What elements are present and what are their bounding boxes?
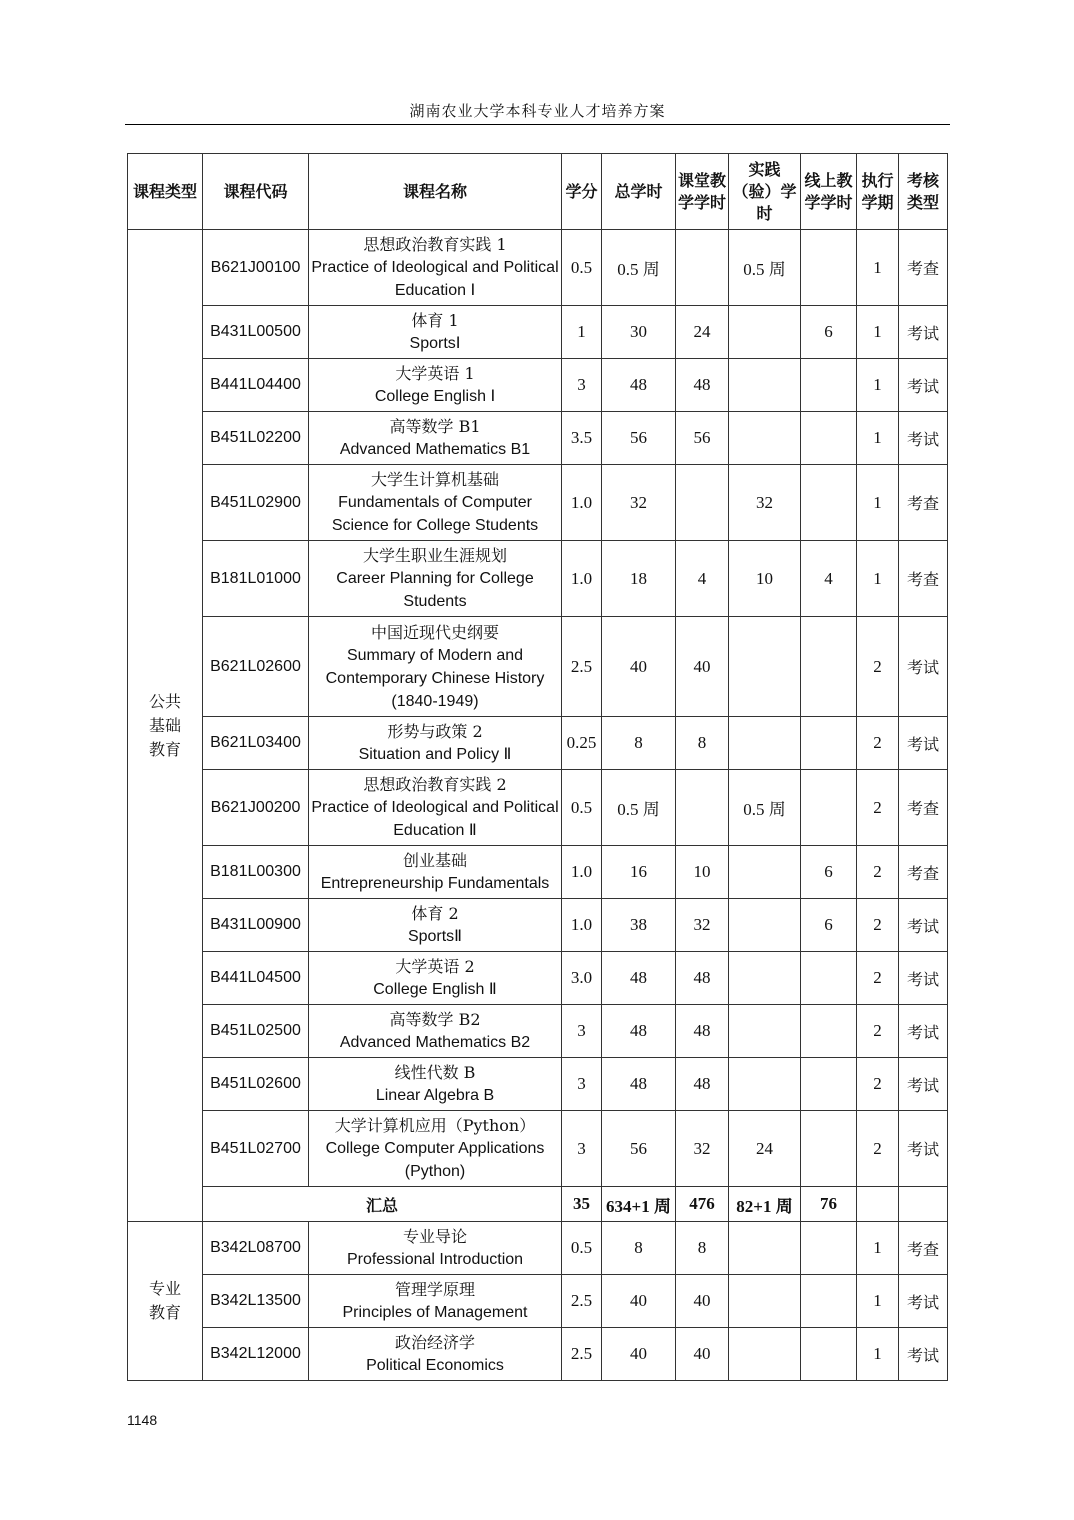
course-code-cell: B451L02200 (203, 412, 309, 465)
table-row (128, 717, 948, 770)
practice-hours-cell (729, 412, 801, 465)
table-body (128, 230, 948, 1381)
header-cell-class-hours: 课堂教学学时 (676, 154, 729, 230)
credit-cell: 1.0 (562, 899, 602, 952)
course-name-cell (309, 952, 562, 1005)
practice-hours-cell: 0.5 周 (729, 770, 801, 846)
course-name-cn: 大学英语 2 (395, 957, 475, 976)
practice-hours-cell (729, 1058, 801, 1111)
credit-cell: 0.5 (562, 1222, 602, 1275)
course-type-label: 公共基础教育 (148, 691, 181, 759)
class-hours-cell: 10 (676, 846, 729, 899)
course-code-cell: B451L02500 (203, 1005, 309, 1058)
course-name-cn: 线性代数 B (394, 1063, 476, 1082)
summary-class-hours-cell: 476 (676, 1187, 729, 1222)
course-name-cell (309, 1222, 562, 1275)
course-name-cn: 形势与政策 2 (387, 722, 483, 741)
online-hours-cell (801, 465, 857, 541)
course-code-cell: B181L01000 (203, 541, 309, 617)
course-name-cn: 思想政治教育实践 1 (363, 235, 507, 254)
term-cell: 2 (857, 1058, 899, 1111)
table-row (128, 1328, 948, 1381)
table-row (128, 899, 948, 952)
total-hours-cell: 56 (602, 1111, 676, 1187)
total-hours-cell: 8 (602, 717, 676, 770)
practice-hours-cell: 24 (729, 1111, 801, 1187)
header-cell-course-name: 课程名称 (309, 154, 562, 230)
course-name-en: Entrepreneurship Fundamentals (320, 875, 550, 892)
total-hours-cell: 30 (602, 306, 676, 359)
total-hours-cell: 48 (602, 1058, 676, 1111)
assessment-cell: 考查 (899, 1222, 948, 1275)
course-name-cn: 体育 2 (411, 904, 459, 923)
assessment-cell: 考查 (899, 230, 948, 306)
table-row (128, 306, 948, 359)
term-cell: 1 (857, 412, 899, 465)
practice-hours-cell (729, 1005, 801, 1058)
total-hours-cell: 16 (602, 846, 676, 899)
practice-hours-cell: 10 (729, 541, 801, 617)
course-name-cn: 政治经济学 (394, 1333, 475, 1352)
term-cell: 2 (857, 1005, 899, 1058)
header-cell-practice-hours: 实践（验）学时 (729, 154, 801, 230)
summary-online-hours-cell: 76 (801, 1187, 857, 1222)
course-name-en: Advanced Mathematics B2 (339, 1034, 531, 1051)
course-code-cell: B451L02700 (203, 1111, 309, 1187)
course-name-cn: 大学生计算机基础 (370, 470, 499, 489)
course-name-en: Career Planning for College Students (336, 570, 534, 610)
online-hours-cell: 6 (801, 306, 857, 359)
table-row (128, 617, 948, 717)
course-name-en: SportsⅡ (407, 928, 463, 945)
practice-hours-cell (729, 1328, 801, 1381)
course-name-cell (309, 359, 562, 412)
online-hours-cell (801, 1328, 857, 1381)
term-cell: 1 (857, 1328, 899, 1381)
table-row (128, 412, 948, 465)
assessment-cell: 考试 (899, 1328, 948, 1381)
curriculum-table (127, 153, 948, 1381)
course-code-cell: B441L04400 (203, 359, 309, 412)
practice-hours-cell (729, 952, 801, 1005)
table-row (128, 465, 948, 541)
course-code-cell: B431L00500 (203, 306, 309, 359)
course-name-cn: 高等数学 B1 (389, 417, 481, 436)
class-hours-cell: 40 (676, 1275, 729, 1328)
page-number: 1148 (127, 1412, 158, 1428)
class-hours-cell: 8 (676, 1222, 729, 1275)
online-hours-cell (801, 717, 857, 770)
course-code-cell: B451L02600 (203, 1058, 309, 1111)
header-cell-credit: 学分 (562, 154, 602, 230)
course-name-cn: 大学英语 1 (395, 364, 475, 383)
course-name-cell (309, 465, 562, 541)
online-hours-cell (801, 412, 857, 465)
online-hours-cell: 6 (801, 899, 857, 952)
credit-cell: 1.0 (562, 465, 602, 541)
term-cell: 1 (857, 306, 899, 359)
online-hours-cell (801, 952, 857, 1005)
course-name-en: SportsⅠ (409, 335, 461, 352)
online-hours-cell: 6 (801, 846, 857, 899)
page-header-title: 湖南农业大学本科专业人才培养方案 (409, 102, 666, 120)
table-row (128, 952, 948, 1005)
summary-row (128, 1187, 948, 1222)
course-name-cn: 中国近现代史纲要 (370, 622, 499, 642)
course-code-cell: B621J00100 (203, 230, 309, 306)
course-name-en: Practice of Ideological and Political Education Ⅱ (311, 799, 559, 839)
course-name-cell (309, 717, 562, 770)
course-name-en: Fundamentals of Computer Science for College Students (331, 494, 539, 534)
credit-cell: 3 (562, 359, 602, 412)
course-name-en: College Computer Applications (Python) (325, 1140, 545, 1180)
course-name-cell (309, 617, 562, 717)
term-cell: 1 (857, 359, 899, 412)
table-row (128, 770, 948, 846)
table-row (128, 541, 948, 617)
term-cell: 2 (857, 770, 899, 846)
online-hours-cell (801, 617, 857, 717)
course-name-en: College English Ⅰ (374, 388, 496, 405)
class-hours-cell: 32 (676, 1111, 729, 1187)
class-hours-cell (676, 465, 729, 541)
assessment-cell: 考试 (899, 1275, 948, 1328)
header-cell-total-hours: 总学时 (602, 154, 676, 230)
class-hours-cell (676, 770, 729, 846)
course-code-cell: B451L02900 (203, 465, 309, 541)
course-name-cn: 大学生职业生涯规划 (362, 546, 507, 565)
course-code-cell: B342L08700 (203, 1222, 309, 1275)
course-code-cell: B441L04500 (203, 952, 309, 1005)
practice-hours-cell (729, 1222, 801, 1275)
class-hours-cell: 48 (676, 1058, 729, 1111)
course-name-cell (309, 899, 562, 952)
credit-cell: 1.0 (562, 846, 602, 899)
assessment-cell: 考试 (899, 359, 948, 412)
course-name-cell (309, 230, 562, 306)
credit-cell: 2.5 (562, 1328, 602, 1381)
term-cell: 2 (857, 952, 899, 1005)
course-name-en: Professional Introduction (346, 1251, 524, 1268)
summary-term-cell (857, 1187, 899, 1222)
assessment-cell: 考查 (899, 541, 948, 617)
course-code-cell: B342L13500 (203, 1275, 309, 1328)
class-hours-cell: 4 (676, 541, 729, 617)
course-type-label: 专业教育 (148, 1279, 181, 1322)
header-cell-assessment: 考核类型 (899, 154, 948, 230)
total-hours-cell: 48 (602, 1005, 676, 1058)
header-cell-course-code: 课程代码 (203, 154, 309, 230)
credit-cell: 3.5 (562, 412, 602, 465)
online-hours-cell (801, 1111, 857, 1187)
practice-hours-cell (729, 717, 801, 770)
practice-hours-cell (729, 617, 801, 717)
assessment-cell: 考试 (899, 899, 948, 952)
assessment-cell: 考查 (899, 770, 948, 846)
class-hours-cell: 48 (676, 952, 729, 1005)
assessment-cell: 考试 (899, 1111, 948, 1187)
header-divider (125, 124, 950, 125)
credit-cell: 0.25 (562, 717, 602, 770)
course-name-cn: 管理学原理 (394, 1280, 475, 1299)
table-row (128, 1111, 948, 1187)
summary-assessment-cell (899, 1187, 948, 1222)
course-name-cell (309, 846, 562, 899)
credit-cell: 3 (562, 1058, 602, 1111)
class-hours-cell: 48 (676, 1005, 729, 1058)
course-code-cell: B342L12000 (203, 1328, 309, 1381)
table-header-row (128, 154, 948, 230)
course-code-cell: B621L02600 (203, 617, 309, 717)
total-hours-cell: 18 (602, 541, 676, 617)
total-hours-cell: 40 (602, 617, 676, 717)
assessment-cell: 考试 (899, 306, 948, 359)
credit-cell: 3 (562, 1005, 602, 1058)
online-hours-cell (801, 1275, 857, 1328)
table-row (128, 846, 948, 899)
practice-hours-cell: 0.5 周 (729, 230, 801, 306)
online-hours-cell (801, 770, 857, 846)
term-cell: 2 (857, 717, 899, 770)
class-hours-cell: 56 (676, 412, 729, 465)
course-name-en: Linear Algebra B (375, 1087, 495, 1104)
course-name-cell (309, 1275, 562, 1328)
header-cell-term: 执行学期 (857, 154, 899, 230)
course-code-cell: B181L00300 (203, 846, 309, 899)
course-name-cell (309, 1328, 562, 1381)
term-cell: 1 (857, 1275, 899, 1328)
summary-label-cell: 汇总 (203, 1187, 562, 1222)
total-hours-cell: 40 (602, 1328, 676, 1381)
credit-cell: 1 (562, 306, 602, 359)
practice-hours-cell (729, 846, 801, 899)
course-name-cn: 大学计算机应用（Python） (334, 1116, 536, 1135)
total-hours-cell: 48 (602, 952, 676, 1005)
class-hours-cell: 40 (676, 617, 729, 717)
course-name-en: Advanced Mathematics B1 (339, 441, 531, 458)
practice-hours-cell (729, 1275, 801, 1328)
total-hours-cell: 8 (602, 1222, 676, 1275)
term-cell: 1 (857, 465, 899, 541)
course-name-cell (309, 1058, 562, 1111)
course-name-cell (309, 1111, 562, 1187)
credit-cell: 0.5 (562, 230, 602, 306)
class-hours-cell: 8 (676, 717, 729, 770)
term-cell: 1 (857, 541, 899, 617)
practice-hours-cell (729, 359, 801, 412)
term-cell: 1 (857, 230, 899, 306)
class-hours-cell: 24 (676, 306, 729, 359)
credit-cell: 2.5 (562, 617, 602, 717)
course-name-cn: 专业导论 (402, 1227, 467, 1246)
course-name-en: Political Economics (366, 1357, 504, 1374)
term-cell: 1 (857, 1222, 899, 1275)
course-code-cell: B621J00200 (203, 770, 309, 846)
class-hours-cell: 32 (676, 899, 729, 952)
summary-total-hours-cell: 634+1 周 (602, 1187, 676, 1222)
total-hours-cell: 40 (602, 1275, 676, 1328)
table-row (128, 230, 948, 306)
credit-cell: 0.5 (562, 770, 602, 846)
credit-cell: 3 (562, 1111, 602, 1187)
table-row (128, 1222, 948, 1275)
total-hours-cell: 32 (602, 465, 676, 541)
course-name-cell (309, 412, 562, 465)
total-hours-cell: 56 (602, 412, 676, 465)
course-name-en: Principles of Management (342, 1304, 528, 1321)
practice-hours-cell: 32 (729, 465, 801, 541)
online-hours-cell (801, 359, 857, 412)
course-name-cn: 创业基础 (402, 851, 467, 870)
assessment-cell: 考试 (899, 717, 948, 770)
course-name-cell (309, 1005, 562, 1058)
credit-cell: 2.5 (562, 1275, 602, 1328)
online-hours-cell (801, 1222, 857, 1275)
assessment-cell: 考试 (899, 412, 948, 465)
total-hours-cell: 0.5 周 (602, 230, 676, 306)
class-hours-cell: 40 (676, 1328, 729, 1381)
online-hours-cell: 4 (801, 541, 857, 617)
practice-hours-cell (729, 306, 801, 359)
table-row (128, 359, 948, 412)
summary-credit-cell: 35 (562, 1187, 602, 1222)
online-hours-cell (801, 1005, 857, 1058)
course-name-cn: 高等数学 B2 (389, 1010, 481, 1029)
course-name-cn: 体育 1 (411, 311, 459, 330)
course-type-cell (128, 230, 203, 1222)
table-row (128, 1005, 948, 1058)
table-row (128, 1275, 948, 1328)
course-name-en: Practice of Ideological and Political Education Ⅰ (311, 259, 559, 299)
header-cell-course-type: 课程类型 (128, 154, 203, 230)
term-cell: 2 (857, 899, 899, 952)
course-name-cn: 思想政治教育实践 2 (363, 775, 507, 794)
credit-cell: 3.0 (562, 952, 602, 1005)
assessment-cell: 考试 (899, 952, 948, 1005)
table-row (128, 1058, 948, 1111)
total-hours-cell: 48 (602, 359, 676, 412)
assessment-cell: 考试 (899, 617, 948, 717)
practice-hours-cell (729, 899, 801, 952)
credit-cell: 1.0 (562, 541, 602, 617)
class-hours-cell (676, 230, 729, 306)
assessment-cell: 考试 (899, 1005, 948, 1058)
term-cell: 2 (857, 1111, 899, 1187)
assessment-cell: 考试 (899, 1058, 948, 1111)
header-cell-online-hours: 线上教学学时 (801, 154, 857, 230)
course-code-cell: B431L00900 (203, 899, 309, 952)
assessment-cell: 考查 (899, 846, 948, 899)
online-hours-cell (801, 230, 857, 306)
course-name-en: College English Ⅱ (373, 981, 497, 998)
summary-practice-hours-cell: 82+1 周 (729, 1187, 801, 1222)
term-cell: 2 (857, 846, 899, 899)
total-hours-cell: 0.5 周 (602, 770, 676, 846)
course-name-en: Situation and Policy Ⅱ (358, 746, 512, 763)
course-name-en: Summary of Modern and Contemporary Chinese History (1840-1949) (325, 646, 545, 710)
class-hours-cell: 48 (676, 359, 729, 412)
course-type-cell (128, 1222, 203, 1381)
course-name-cell (309, 541, 562, 617)
course-code-cell: B621L03400 (203, 717, 309, 770)
term-cell: 2 (857, 617, 899, 717)
assessment-cell: 考查 (899, 465, 948, 541)
course-name-cell (309, 306, 562, 359)
course-name-cell (309, 770, 562, 846)
total-hours-cell: 38 (602, 899, 676, 952)
online-hours-cell (801, 1058, 857, 1111)
